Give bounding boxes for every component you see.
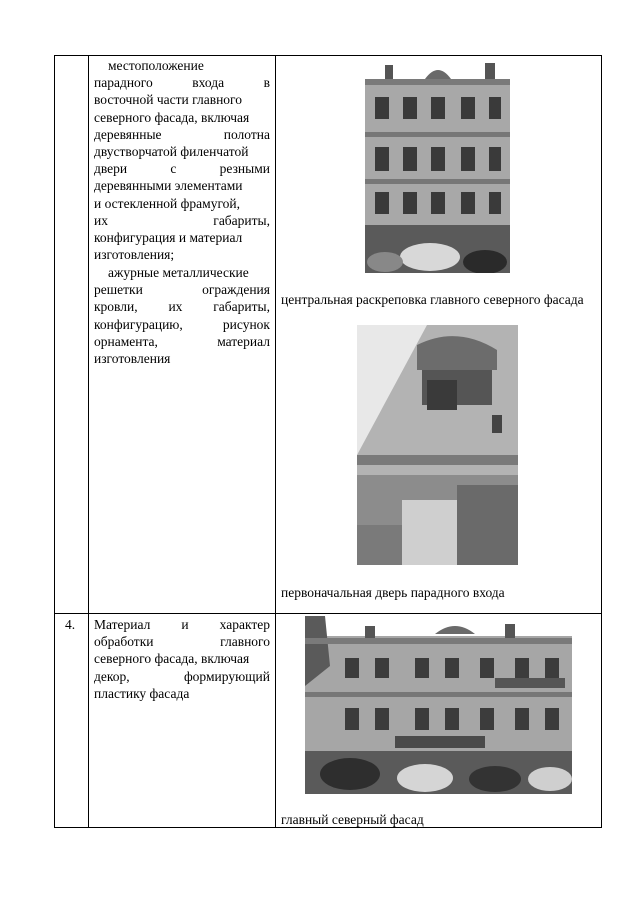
row-2-word: обработки xyxy=(94,634,154,650)
row-1-item-1-line: деревянными элементами xyxy=(94,178,243,194)
row-1-item-2-word: кровли, xyxy=(94,299,138,315)
row-1-item-1-line: изготовления; xyxy=(94,247,175,263)
row-2-line: пластику фасада xyxy=(94,685,190,701)
caption-main-north-facade: главный северный фасад xyxy=(281,812,424,827)
row-2-word: Материал xyxy=(94,617,151,632)
row-1-item-1-word: входа xyxy=(192,75,225,91)
caption-raskrepovka: центральная раскреповка главного северного фасада xyxy=(281,292,584,307)
row-1-item-1-line: и остекленной фрамугой, xyxy=(94,195,240,211)
row-1-item-2-word: габариты, xyxy=(213,299,270,315)
photo-entrance-door xyxy=(357,325,518,565)
row-1-item-2-word: их xyxy=(168,299,183,315)
row-1-item-2-word: ограждения xyxy=(202,282,270,298)
row-1-item-1-word: полотна xyxy=(223,126,270,142)
row-1-item-2-line: ажурные металлические xyxy=(108,265,249,280)
caption-entrance-door: первоначальная дверь парадного входа xyxy=(281,585,505,600)
row-2-word: характер xyxy=(219,617,270,632)
table-divider-number xyxy=(88,55,89,828)
table-border-left xyxy=(54,55,55,828)
photo-facade-raskrepovka xyxy=(365,57,510,273)
row-1-item-1-line: двустворчатой филенчатой xyxy=(94,144,249,160)
row-1-item-1 xyxy=(94,57,270,263)
row-1-item-1-line: северного фасада, включая xyxy=(94,109,250,125)
row-1-item-1-line: восточной части главного xyxy=(94,92,242,108)
row-1-item-2-word: конфигурацию, xyxy=(94,316,183,332)
row-1-item-1-word: парадного xyxy=(94,75,153,91)
table-divider-photo xyxy=(275,55,276,828)
row-1-item-1-word: резными xyxy=(219,161,270,177)
row-1-item-1-word: их xyxy=(94,212,108,228)
photo-main-north-facade xyxy=(305,616,572,794)
table-border-mid xyxy=(54,613,602,614)
table-border-right xyxy=(601,55,602,828)
row-1-item-2-word: рисунок xyxy=(222,316,270,332)
row-2-line: северного фасада, включая xyxy=(94,651,250,667)
row-2-word: формирующий xyxy=(183,668,270,684)
row-1-item-2-line: изготовления xyxy=(94,351,171,367)
row-1-item-2-word: материал xyxy=(217,333,270,349)
row-1-item-1-word: двери xyxy=(94,161,128,177)
row-1-item-2-word: орнамента, xyxy=(94,333,158,349)
row-2-word: декор, xyxy=(94,668,130,684)
row-2-word: главного xyxy=(220,634,270,650)
row-2-description xyxy=(94,616,270,702)
row-1-item-2-word: решетки xyxy=(94,282,143,298)
row-1-item-1-word: в xyxy=(263,75,270,91)
row-1-item-2 xyxy=(94,264,270,367)
row-1-item-1-word: габариты, xyxy=(213,212,270,228)
row-1-item-1-line: местоположение xyxy=(108,58,204,73)
row-1-item-1-line: конфигурация и материал xyxy=(94,230,243,246)
row-2-word: и xyxy=(181,617,189,632)
row-1-item-1-word: с xyxy=(170,161,177,177)
table-border-top xyxy=(54,55,602,56)
row-1-item-1-word: деревянные xyxy=(94,126,162,142)
row-2-number: 4. xyxy=(65,617,76,632)
